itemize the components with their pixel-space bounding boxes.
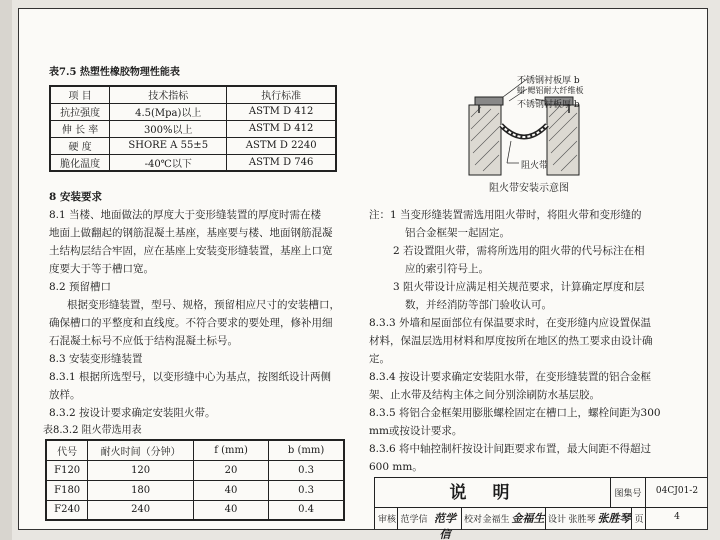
- diagram-caption: 阻火带安装示意图: [489, 183, 569, 194]
- table-cell: F240: [46, 500, 88, 520]
- diagram-label-bottom: 不锈钢衬板厚 b: [517, 100, 580, 110]
- divider: [645, 508, 646, 530]
- para-8-3-5-line: 8.3.5 将铝合金框架用膨胀螺栓固定在槽口上，螺栓间距为300: [369, 407, 661, 419]
- para-8-2-heading: 8.2 预留槽口: [49, 281, 112, 293]
- review-name: 范学信: [400, 515, 428, 525]
- divider: [397, 508, 398, 530]
- para-8-3-6-line: 8.3.6 将中轴控制杆按设计间距要求布置，最大间距不得超过: [369, 443, 652, 455]
- table-header-cell: 项 目: [50, 86, 110, 103]
- table-cell: 硬 度: [50, 137, 110, 154]
- title-block-top-row: [375, 478, 708, 508]
- review-label: 审核: [377, 515, 396, 525]
- table-row: [50, 137, 336, 154]
- table-cell: 0.3: [269, 460, 344, 480]
- para-8-1-line: 度要大于等于槽口宽。: [49, 263, 154, 275]
- para-8-3-3-line: 定。: [369, 353, 390, 365]
- para-8-3-6-line: 600 mm。: [369, 461, 423, 473]
- table-cell: 300%以上: [110, 120, 227, 137]
- table-header-cell: 耐火时间（分钟）: [88, 440, 194, 460]
- check-label: 校对: [463, 515, 482, 525]
- table-row: [50, 120, 336, 137]
- para-8-1-line: 地面上做翻起的钢筋混凝土基座，基座要与楼、地面钢筋混凝: [49, 227, 333, 239]
- table-cell: ASTM D 412: [227, 103, 336, 120]
- note-3-line: 数，并经消防等部门验收认可。: [405, 299, 552, 311]
- para-8-1-line: 土结构层结合牢固，应在基座上安装变形缝装置，基座上口宽: [49, 245, 333, 257]
- note-2-line: 2 若设置阻火带，需将所选用的阻火带的代号标注在相: [393, 245, 645, 257]
- table-cell: ASTM D 412: [227, 120, 336, 137]
- atlas-number-label: 图集号: [614, 489, 642, 499]
- table-cell: F120: [46, 460, 88, 480]
- table-header-row: [46, 440, 344, 460]
- table-row: [50, 154, 336, 171]
- table-cell: ASTM D 746: [227, 154, 336, 171]
- table-header-cell: 技术指标: [110, 86, 227, 103]
- note-1-line: 铝合金框架一起固定。: [405, 227, 510, 239]
- table-header-row: [50, 86, 336, 103]
- table-cell: 120: [88, 460, 194, 480]
- table-cell: 脆化温度: [50, 154, 110, 171]
- para-8-3-1-line: 放样。: [49, 389, 81, 401]
- table832: [45, 439, 345, 521]
- table-cell: 0.3: [269, 480, 344, 500]
- check-name: 金福生: [482, 515, 510, 525]
- page-number: 4: [674, 512, 680, 522]
- table-cell: 0.4: [269, 500, 344, 520]
- para-8-2-line: 根据变形缝装置，型号、规格，预留相应尺寸的安装槽口，: [67, 299, 340, 311]
- note-2-line: 应的索引符号上。: [405, 263, 489, 275]
- para-8-2-line: 石混凝土标号不应低于结构混凝土标号。: [49, 335, 238, 347]
- table-header-cell: 执行标准: [227, 86, 336, 103]
- section-8-heading: 8 安装要求: [49, 191, 102, 203]
- table-cell: SHORE A 55±5: [110, 137, 227, 154]
- para-8-3-4-line: 架、止水带及结构主体之间分别涂刷防水基层胶。: [369, 389, 600, 401]
- para-8-3-1-line: 8.3.1 根据所选型号，以变形缝中心为基点，按图纸设计两侧: [49, 371, 332, 383]
- table-row: [46, 460, 344, 480]
- divider: [545, 508, 546, 530]
- table-cell: 40: [193, 500, 268, 520]
- table-cell: 240: [88, 500, 194, 520]
- table-row: [50, 103, 336, 120]
- para-8-3-2-line: 8.3.2 按设计要求确定安装阻火带。: [49, 407, 216, 419]
- table832-caption: 表8.3.2 阻火带选用表: [43, 425, 142, 436]
- diagram-label-top: 不锈钢衬板厚 b: [517, 76, 580, 86]
- check-signature: 金福生: [511, 512, 545, 525]
- table-cell: 20: [193, 460, 268, 480]
- title-block: [374, 477, 707, 540]
- table75-caption: 表7.5 热塑性橡胶物理性能表: [49, 67, 180, 78]
- table-cell: -40℃以下: [110, 154, 227, 171]
- page-edge: [0, 0, 12, 540]
- design-label: 设计: [547, 515, 566, 525]
- diagram-label-mid: 蜡 鳃铝耐大纤维板: [517, 86, 584, 95]
- para-8-3-3-line: 8.3.3 外墙和屋面部位有保温要求时，在变形缝内应设置保温: [369, 317, 652, 329]
- table-cell: ASTM D 2240: [227, 137, 336, 154]
- para-8-3-5-line: mm或按设计要求。: [369, 425, 463, 437]
- diagram-label-band: 阻火带: [521, 161, 549, 171]
- drawing-sheet: [18, 8, 708, 540]
- table75: [49, 85, 337, 172]
- atlas-number: 04CJ01-2: [655, 486, 699, 496]
- fire-barrier-diagram: [439, 67, 609, 192]
- table-header-cell: 代号: [46, 440, 88, 460]
- divider: [631, 508, 632, 530]
- table-cell: 4.5(Mpa)以上: [110, 103, 227, 120]
- table-header-cell: b (mm): [269, 440, 344, 460]
- review-signature: 范学信: [434, 512, 456, 540]
- divider: [645, 478, 646, 508]
- note-1-line: 注：1 当变形缝装置需选用阻火带时，将阻火带和变形缝的: [369, 209, 642, 221]
- table-cell: 抗拉强度: [50, 103, 110, 120]
- drawing-title: 说明: [375, 478, 611, 508]
- table-cell: 40: [193, 480, 268, 500]
- page-label: 页: [634, 515, 644, 525]
- table-header-cell: f (mm): [193, 440, 268, 460]
- table-cell: 伸 长 率: [50, 120, 110, 137]
- divider: [461, 508, 462, 530]
- para-8-3-3-line: 材料，保温层选用材料和厚度按所在地区的热工要求由设计确: [369, 335, 653, 347]
- design-signature: 张胜琴: [597, 512, 631, 525]
- para-8-3-heading: 8.3 安装变形缝装置: [49, 353, 143, 365]
- design-name: 张胜琴: [568, 515, 596, 525]
- table-row: [46, 480, 344, 500]
- para-8-1-line: 8.1 当楼、地面做法的厚度大于变形缝装置的厚度时需在楼: [49, 209, 322, 221]
- table-row: [46, 500, 344, 520]
- para-8-2-line: 确保槽口的平整度和直线度。不符合要求的要处理，修补用细: [49, 317, 333, 329]
- note-3-line: 3 阻火带设计应满足相关规范要求，计算确定厚度和层: [393, 281, 645, 293]
- table-cell: F180: [46, 480, 88, 500]
- table-cell: 180: [88, 480, 194, 500]
- para-8-3-4-line: 8.3.4 按设计要求确定安装阻水带，在变形缝装置的铝合金框: [369, 371, 652, 383]
